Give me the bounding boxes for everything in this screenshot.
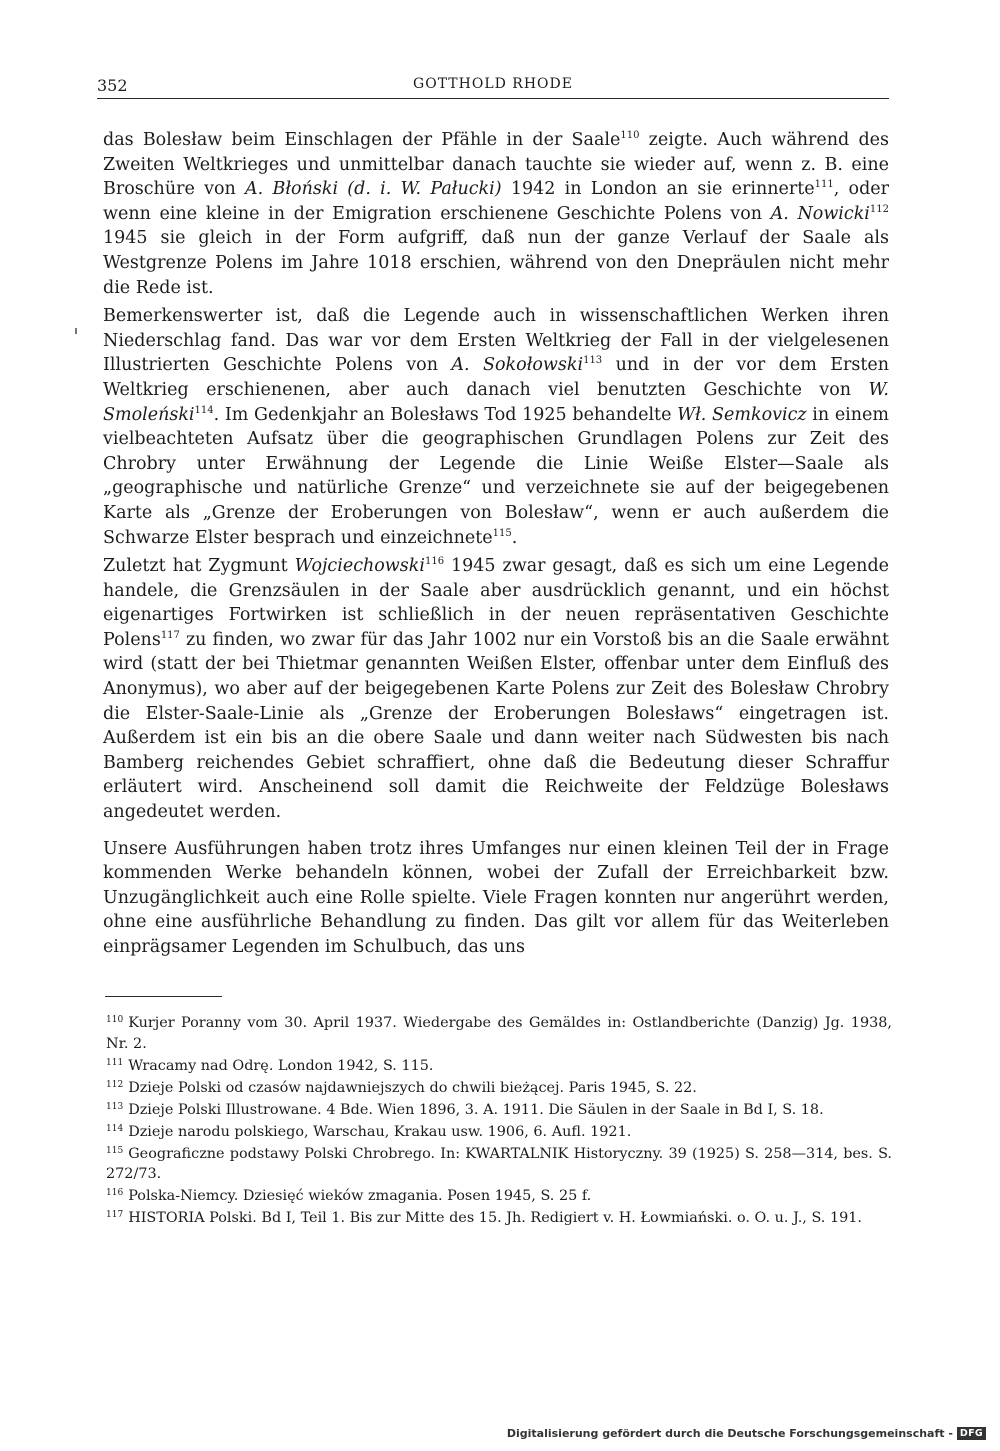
footnote-ref: 116: [424, 556, 445, 568]
footnote: $^{115}$ Geograficzne podstawy Polski Chrobrego. In: KWARTALNIK Historyczny. 39 (1925) S. 258—314, bes. S. 272/73.: [106, 1145, 892, 1182]
footnote-ref: 115: [492, 527, 512, 539]
footnote-ref: 114: [194, 404, 214, 416]
footnote: $^{113}$ Dzieje Polski Illustrowane. 4 Bde. Wien 1896, 3. A. 1911. Die Säulen in der Saale in Bd I, S. 18.: [106, 1101, 824, 1118]
paragraph: das Bolesław beim Einschlagen der Pfähle in der Saale$^{110}$ zeigte. Auch während des Zweiten Weltkrieges und unmittelbar danach tauchte sie wieder auf, wenn z. B. eine Broschüre von A. Błoński (d. i. W. Pałucki) 1942 in London an sie erinnerte$^{111}$, oder wenn eine kleine in der Emigration erschienene Geschichte Polens von A. Nowicki$^{112}$ 1945 sie gleich in der Form aufgriff, daß nun der ganze Verlauf der Saale als Westgrenze Polens im Jahre 1018 erschien, während von den Dnepräulen nicht mehr die Rede ist.: [103, 130, 889, 298]
page-number: 352: [97, 76, 128, 95]
footnote-ref: 113: [583, 355, 603, 367]
footnotes: [106, 1013, 892, 1230]
footnote: $^{110}$ Kurjer Poranny vom 30. April 1937. Wiedergabe des Gemäldes in: Ostlandberichte (Danzig) Jg. 1938, Nr. 2.: [106, 1015, 892, 1052]
margin-mark: [75, 328, 77, 334]
footnote: $^{111}$ Wracamy nad Odrę. London 1942, S. 115.: [106, 1057, 434, 1074]
footnote-ref: 112: [869, 203, 889, 215]
running-head: GOTTHOLD RHODE: [413, 76, 573, 92]
footnote-ref: 110: [620, 130, 640, 141]
paragraph: Unsere Ausführungen haben trotz ihres Umfanges nur einen kleinen Teil der in Frage kommenden Werke behandeln können, wobei der Zufall der Erreichbarkeit bzw. Unzugänglichkeit auch eine Rolle spielte. Viele Fragen konnten nur angerührt werden, ohne eine ausführliche Behandlung zu finden. Das gilt vor allem für das Weiterleben einprägsamer Legenden im Schulbuch, das uns: [103, 838, 889, 957]
body-text: [103, 128, 889, 960]
footnote: $^{117}$ HISTORIA Polski. Bd I, Teil 1. Bis zur Mitte des 15. Jh. Redigiert v. H. Łowmiański. o. O. u. J., S. 191.: [106, 1210, 862, 1226]
footnote: $^{116}$ Polska-Niemcy. Dziesięć wieków zmagania. Posen 1945, S. 25 f.: [106, 1188, 592, 1204]
footnote-separator: [105, 996, 222, 997]
footnote-ref: 117: [160, 629, 180, 641]
footnote: $^{114}$ Dzieje narodu polskiego, Warschau, Krakau usw. 1906, 6. Aufl. 1921.: [106, 1123, 632, 1140]
footnote-ref: 111: [814, 179, 834, 191]
paragraph: Zuletzt hat Zygmunt Wojciechowski$^{116}$ 1945 zwar gesagt, daß es sich um eine Legende handele, die Grenzsäulen in der Saale aber ausdrücklich genannt, und ein höchst eigenartiges Fortwirken ist schließlich in der neuen repräsentativen Geschichte Polens$^{117}$ zu finden, wo zwar für das Jahr 1002 nur ein Vorstoß bis an die Saale erwähnt wird (statt der bei Thietmar genannten Weißen Elster, offenbar unter dem Einfluß des Anonymus), wo aber auf der beigegebenen Karte Polens zur Zeit des Bolesław Chrobry die Elster-Saale-Linie als „Grenze der Eroberungen Bolesławs“ eingetragen ist. Außerdem ist ein bis an die obere Saale und dann weiter nach Südwesten bis nach Bamberg reichendes Gebiet schraffiert, ohne daß die Bedeutung dieser Schraffur erläutert wird. Anscheinend soll damit die Reichweite der Feldzüge Bolesławs angedeutet werden.: [103, 556, 890, 823]
credit-text: Digitalisierung gefördert durch die Deutsche Forschungsgemeinschaft -: [506, 1426, 953, 1440]
page-header: [97, 76, 889, 99]
paragraph: Bemerkenswerter ist, daß die Legende auch in wissenschaftlichen Werken ihren Niederschlag fand. Das war vor dem Ersten Weltkrieg der Fall in der vielgelesenen Illustrierten Geschichte Polens von A. Sokołowski$^{113}$ und in der vor dem Ersten Weltkrieg erschienenen, aber auch danach viel benutzten Geschichte von W. Smoleński$^{114}$. Im Gedenkjahr an Bolesławs Tod 1925 behandelte Wł. Semkovicz in einem vielbeachteten Aufsatz über die geographischen Grundlagen Polens zur Zeit des Chrobry unter Erwähnung der Legende die Linie Weiße Elster—Saale als „geographische und natürliche Grenze“ und verzeichnete sie auf der beigegebenen Karte als „Grenze der Eroberungen von Bolesław“, wenn er auch außerdem die Schwarze Elster besprach und einzeichnete$^{115}$.: [103, 306, 889, 548]
footnote: $^{112}$ Dzieje Polski od czasów najdawniejszych do chwili bieżącej. Paris 1945, S. 22.: [106, 1079, 697, 1096]
dfg-logo: DFG: [957, 1427, 986, 1440]
digitization-credit: [507, 1424, 986, 1442]
